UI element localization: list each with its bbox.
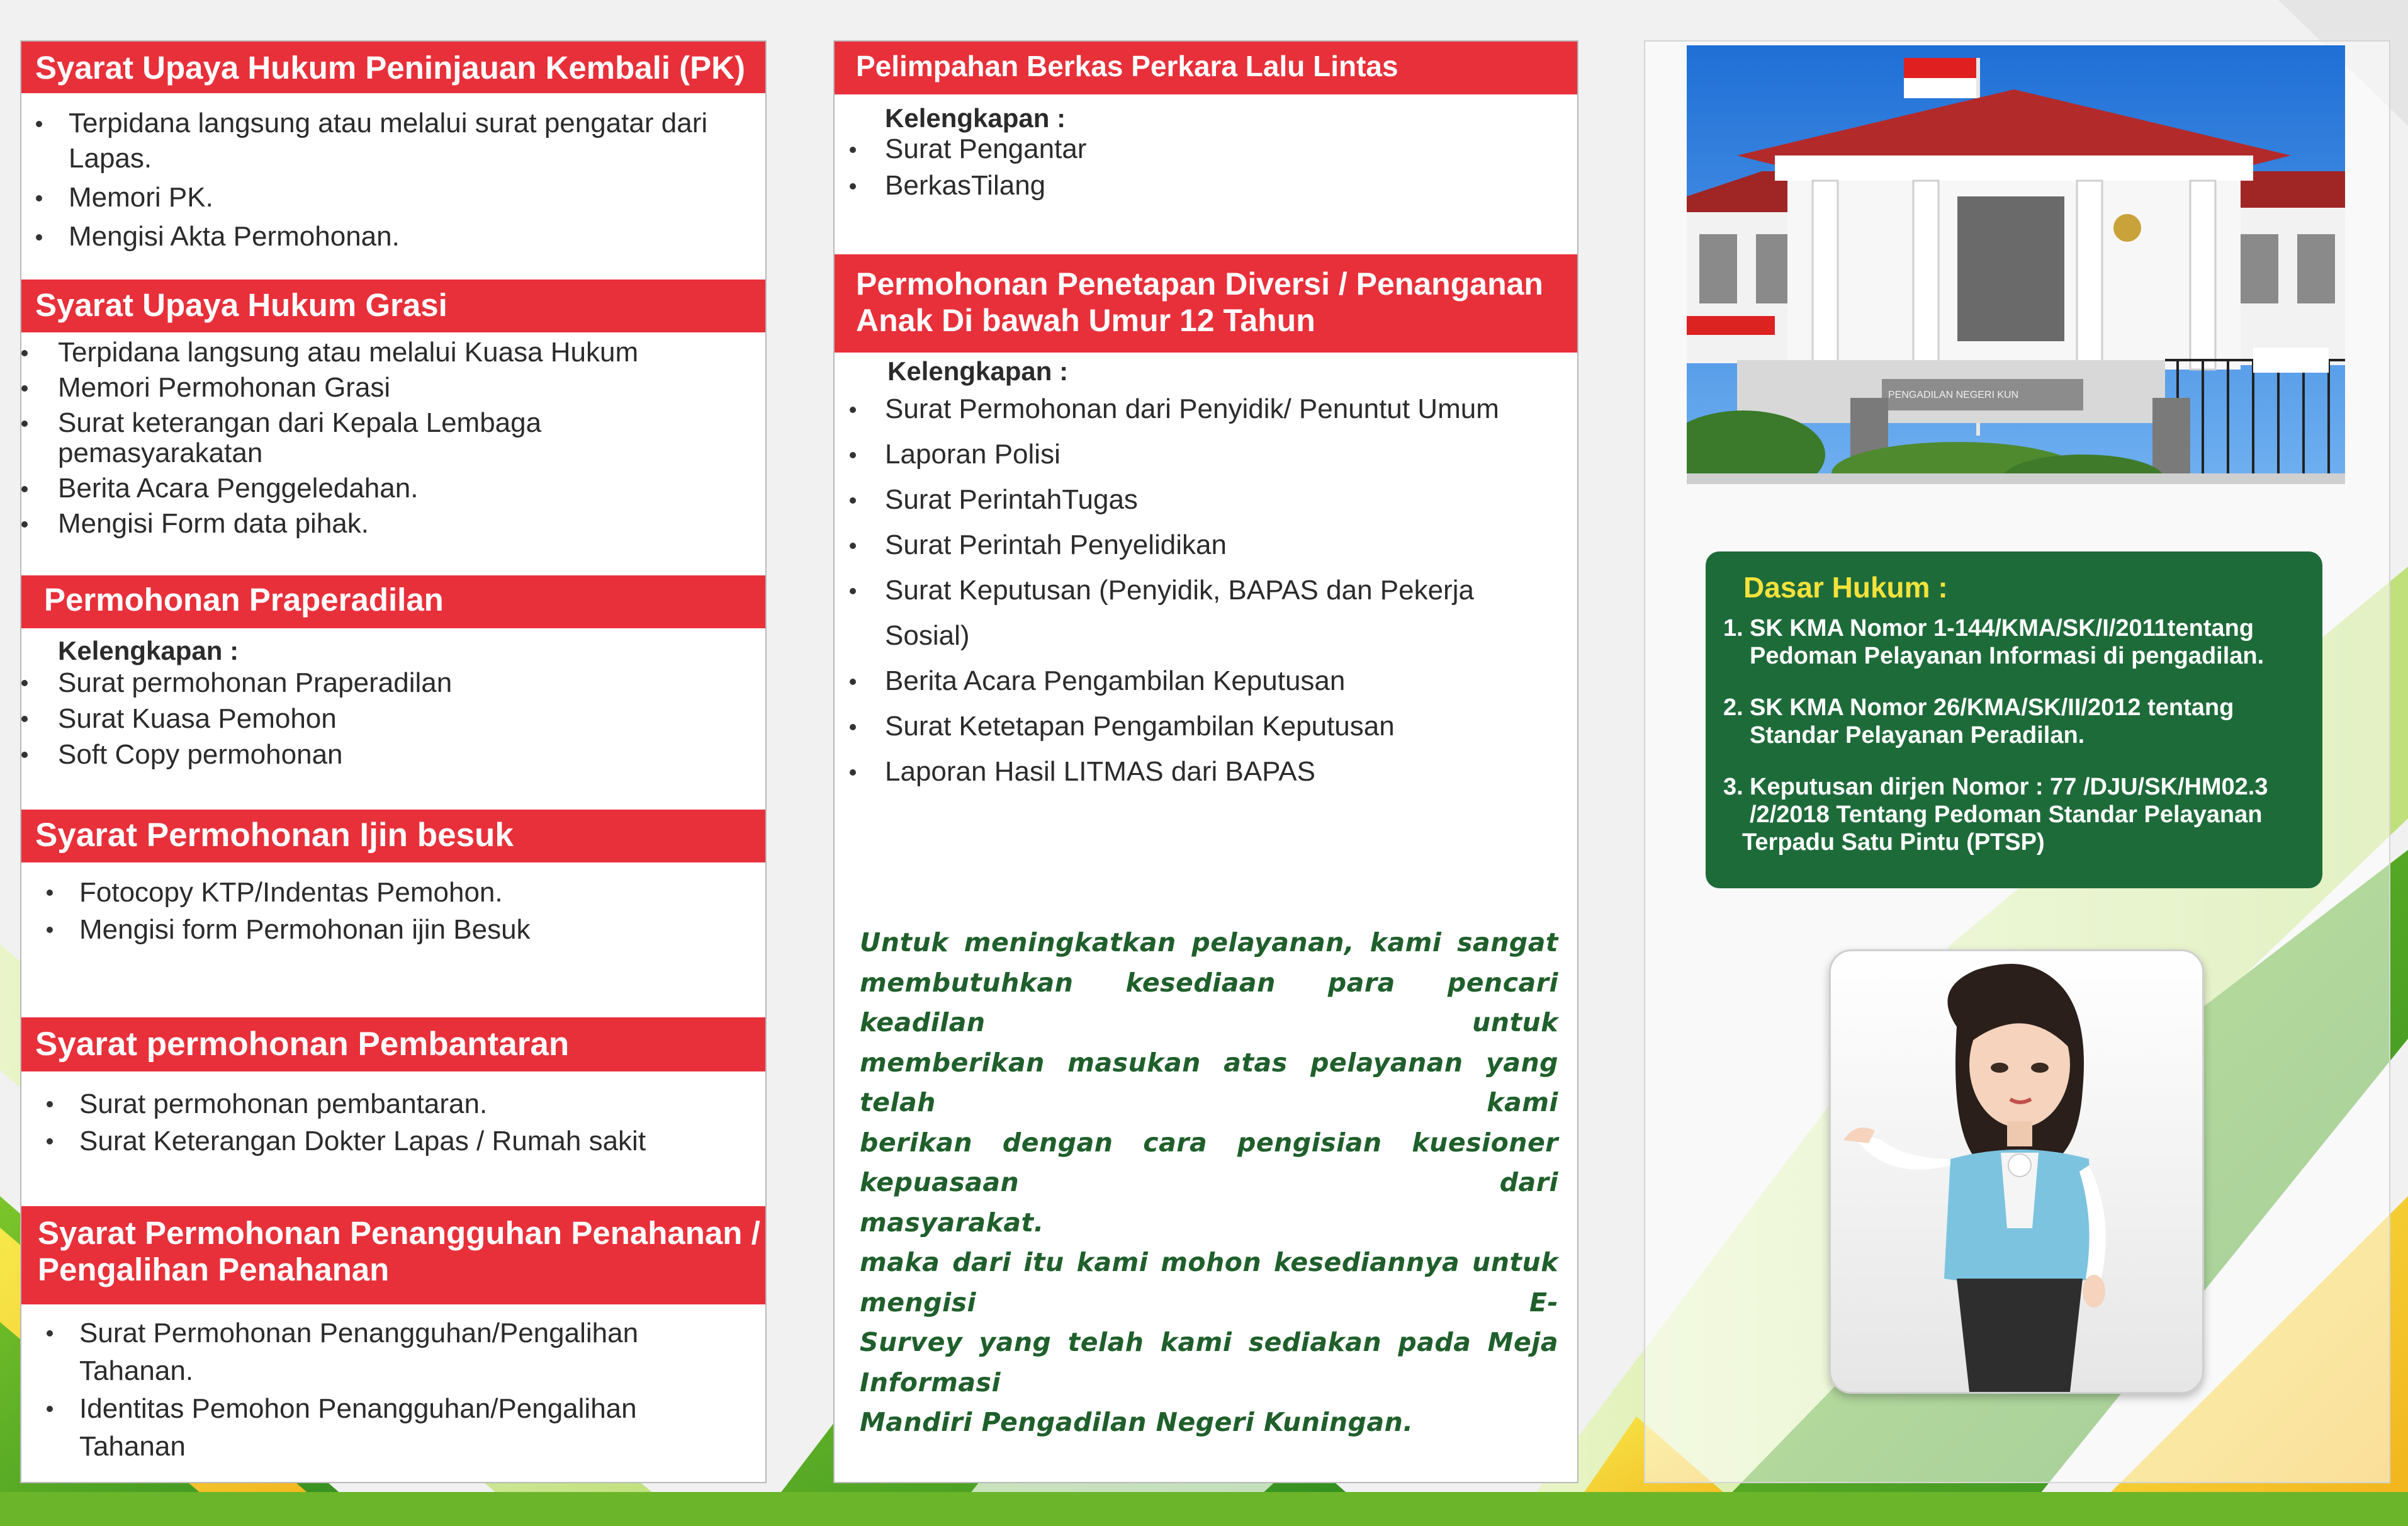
list-item: Surat Permohonan Penangguhan/Pengalihan — [79, 1314, 746, 1352]
list-item: 3. Keputusan dirjen Nomor : 77 /DJU/SK/HM02.3 /2/2018 Tentang Pedoman Standar Pelayanan Terpadu Satu Pintu (PTSP) — [1723, 774, 2268, 856]
section-title: Syarat permohonan Pembantaran — [35, 1026, 570, 1063]
section-title: Syarat Upaya Hukum Grasi — [35, 287, 447, 323]
kelengkapan-label: Kelengkapan : — [887, 356, 1069, 386]
list-item: Sosial) — [885, 620, 970, 651]
list-grasi — [58, 337, 750, 539]
list-item: pemasyarakatan — [58, 438, 263, 468]
dasar-hukum-title: Dasar Hukum : — [1743, 571, 1948, 604]
section-header-pembantaran — [21, 1017, 765, 1071]
section-header-praperadilan — [21, 575, 765, 628]
list-lalu-lintas — [885, 131, 1552, 204]
section-title: Permohonan Praperadilan — [44, 582, 444, 618]
section-header-penangguhan — [21, 1206, 765, 1304]
section-title: Syarat Upaya Hukum Peninjauan Kembali (PK) — [35, 50, 745, 86]
list-item: Surat Keputusan (Penyidik, BAPAS dan Pekerja — [885, 568, 1552, 613]
list-item: Memori PK. — [69, 180, 748, 215]
left-panel — [20, 40, 767, 1483]
list-item: BerkasTilang — [885, 167, 1552, 204]
section-title: Pelimpahan Berkas Perkara Lalu Lintas — [856, 50, 1398, 82]
dasar-hukum-box — [1706, 551, 2322, 888]
section-title: Permohonan Penetapan Diversi / Penanganan — [856, 266, 1543, 302]
courthouse-photo — [1687, 45, 2345, 484]
receptionist-illustration — [1829, 949, 2204, 1394]
kelengkapan-label: Kelengkapan : — [885, 103, 1066, 133]
section-title: Syarat Permohonan Penangguhan Penahanan / — [38, 1215, 760, 1251]
list-item: Mengisi Akta Permohonan. — [69, 219, 748, 254]
kelengkapan-label: Kelengkapan : — [58, 636, 239, 665]
list-praperadilan — [58, 665, 750, 772]
list-item: Soft Copy permohonan — [58, 737, 750, 772]
list-item: 2. SK KMA Nomor 26/KMA/SK/II/2012 tentang Standar Pelayanan Peradilan. — [1723, 694, 2234, 749]
list-item: Mengisi Form data pihak. — [58, 509, 750, 539]
section-title: Pengalihan Penahanan — [38, 1252, 390, 1287]
section-title: Syarat Permohonan Ijin besuk — [35, 817, 514, 854]
list-item: Surat permohonan pembantaran. — [79, 1085, 746, 1122]
list-item: Surat Pengantar — [885, 131, 1552, 167]
list-item: Lapas. — [69, 143, 152, 174]
list-item: Fotocopy KTP/Indentas Pemohon. — [79, 874, 746, 911]
list-item: 1. SK KMA Nomor 1-144/KMA/SK/I/2011tentang Pedoman Pelayanan Informasi di pengadilan. — [1723, 615, 2265, 669]
section-header-lalu-lintas — [835, 42, 1577, 94]
list-item: Identitas Pemohon Penangguhan/Pengalihan — [79, 1390, 746, 1428]
list-item: Surat PerintahTugas — [885, 477, 1552, 523]
list-item: Surat Kuasa Pemohon — [58, 701, 750, 737]
list-item: Terpidana langsung atau melalui surat pengatar dari — [69, 106, 748, 141]
list-item: Surat Permohonan dari Penyidik/ Penuntut Umum — [885, 387, 1552, 432]
list-item: Terpidana langsung atau melalui Kuasa Hukum — [58, 337, 750, 368]
list-item: Surat Perintah Penyelidikan — [885, 523, 1552, 568]
list-diversi — [885, 387, 1552, 794]
list-item: Mengisi form Permohonan ijin Besuk — [79, 911, 746, 948]
list-item: Memori Permohonan Grasi — [58, 373, 750, 403]
list-item: Surat permohonan Praperadilan — [58, 665, 750, 701]
list-item: Surat Ketetapan Pengambilan Keputusan — [885, 704, 1552, 749]
list-item: Laporan Hasil LITMAS dari BAPAS — [885, 749, 1552, 794]
list-penangguhan — [79, 1314, 746, 1466]
section-header-pk — [21, 42, 765, 93]
list-item: Berita Acara Penggeledahan. — [58, 473, 750, 504]
list-item: Berita Acara Pengambilan Keputusan — [885, 658, 1552, 704]
list-ijin-besuk — [79, 874, 746, 948]
list-item: Laporan Polisi — [885, 432, 1552, 477]
list-pk — [69, 106, 748, 254]
list-item: Tahanan — [79, 1431, 186, 1462]
dasar-hukum-list — [1718, 614, 2310, 856]
list-item: Surat Keterangan Dokter Lapas / Rumah sakit — [79, 1122, 746, 1160]
section-header-grasi — [21, 280, 765, 332]
list-pembantaran — [79, 1085, 746, 1160]
section-header-ijin-besuk — [21, 810, 765, 862]
list-item: Surat keterangan dari Kepala Lembaga — [58, 408, 750, 438]
section-title: Anak Di bawah Umur 12 Tahun — [856, 303, 1315, 338]
closing-message: Untuk meningkatkan pelayanan, kami sangat membutuhkan kesediaan para pencari keadilan untuk memberikan masukan atas pelayanan yang telah kami berikan dengan cara pengisian kuesioner kepuasaan dari masyarakat. maka dari itu kami mohon kesediannya untuk mengisi E- Survey yang telah kami sediakan pada Meja Informasi Mandiri Pengadilan Negeri Kuningan. — [860, 927, 1558, 1437]
section-header-diversi — [835, 254, 1577, 353]
building-sign: PENGADILAN NEGERI KUN — [1888, 390, 2019, 400]
list-item: Tahanan. — [79, 1355, 194, 1386]
